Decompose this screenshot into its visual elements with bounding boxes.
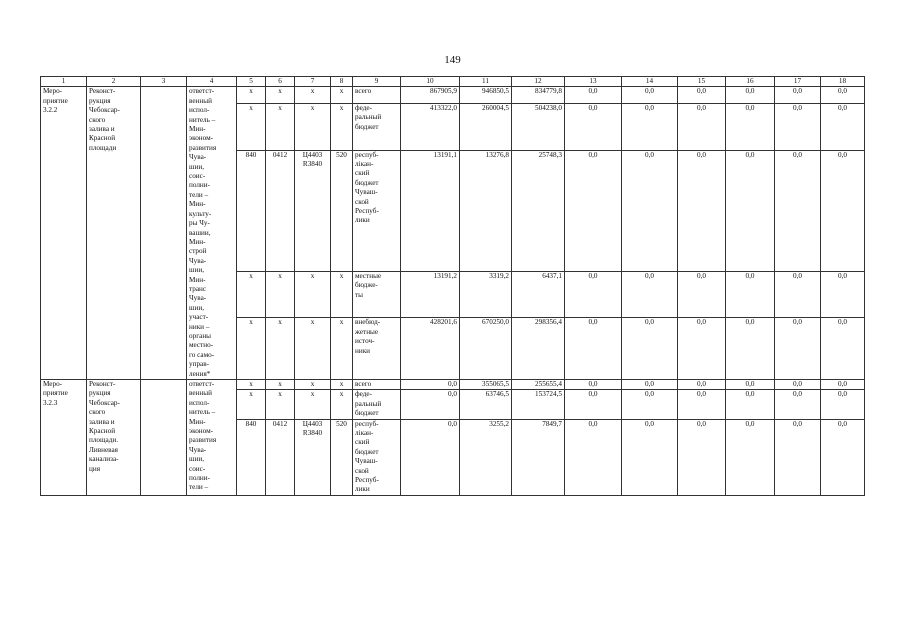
amount-col13: 0,0 [565,87,622,104]
code-target-article: x [295,318,331,380]
column-header: 14 [622,77,678,87]
code-expense-type: x [331,271,353,318]
code-grbs: 840 [237,419,266,495]
code-target-article: x [295,103,331,150]
amount-col16: 0,0 [726,87,775,104]
amount-col13: 0,0 [565,390,622,419]
code-expense-type: x [331,380,353,390]
amount-col11: 13276,8 [460,150,512,271]
column-header: 2 [87,77,141,87]
amount-col17: 0,0 [775,271,821,318]
code-section: x [266,271,295,318]
measure-number: Меро- приятие 3.2.2 [41,87,87,380]
amount-col12: 834779,8 [512,87,565,104]
amount-col10: 0,0 [401,380,460,390]
funding-source: феде- ральный бюджет [353,103,401,150]
code-grbs: x [237,390,266,419]
amount-col15: 0,0 [678,318,726,380]
amount-col11: 670250,0 [460,318,512,380]
amount-col10: 13191,2 [401,271,460,318]
code-section: 0412 [266,150,295,271]
code-section: 0412 [266,419,295,495]
amount-col11: 260004,5 [460,103,512,150]
funding-source: всего [353,380,401,390]
column-header: 6 [266,77,295,87]
amount-col14: 0,0 [622,271,678,318]
code-expense-type: x [331,390,353,419]
amount-col10: 0,0 [401,390,460,419]
amount-col14: 0,0 [622,318,678,380]
amount-col12: 298356,4 [512,318,565,380]
empty-cell [141,87,187,380]
code-expense-type: 520 [331,150,353,271]
column-header: 13 [565,77,622,87]
table-row [41,87,865,104]
amount-col15: 0,0 [678,380,726,390]
amount-col12: 153724,5 [512,390,565,419]
amount-col14: 0,0 [622,87,678,104]
code-expense-type: x [331,87,353,104]
amount-col13: 0,0 [565,271,622,318]
amount-col16: 0,0 [726,380,775,390]
amount-col17: 0,0 [775,380,821,390]
table-row [41,380,865,390]
amount-col15: 0,0 [678,87,726,104]
amount-col18: 0,0 [821,87,865,104]
amount-col14: 0,0 [622,390,678,419]
responsible-executors: ответст- венный испол- нитель – Мин- эконом- развития Чува- шии, соис- полни- тели – Мин- культу- ры Чу- вашии, Мин- строй Чува- шии, Мин- транс Чува- шии, участ- ники – органы местно- го само- управ- ления* [187,87,237,380]
amount-col11: 3255,2 [460,419,512,495]
column-header: 12 [512,77,565,87]
amount-col17: 0,0 [775,103,821,150]
amount-col15: 0,0 [678,103,726,150]
amount-col15: 0,0 [678,390,726,419]
amount-col16: 0,0 [726,103,775,150]
amount-col11: 946850,5 [460,87,512,104]
amount-col13: 0,0 [565,103,622,150]
measure-title: Реконст- рукция Чебоксар- ского залива и Красной площади [87,87,141,380]
column-header: 4 [187,77,237,87]
code-section: x [266,318,295,380]
amount-col12: 255655,4 [512,380,565,390]
amount-col18: 0,0 [821,103,865,150]
amount-col18: 0,0 [821,390,865,419]
amount-col10: 413322,0 [401,103,460,150]
code-expense-type: x [331,103,353,150]
amount-col15: 0,0 [678,271,726,318]
amount-col13: 0,0 [565,318,622,380]
measure-number: Меро- приятие 3.2.3 [41,380,87,496]
amount-col16: 0,0 [726,318,775,380]
amount-col18: 0,0 [821,150,865,271]
code-section: x [266,87,295,104]
amount-col17: 0,0 [775,318,821,380]
amount-col13: 0,0 [565,150,622,271]
code-target-article: x [295,380,331,390]
amount-col10: 13191,1 [401,150,460,271]
funding-source: респуб- лікан- ский бюджет Чуваш- ской Респуб- лики [353,150,401,271]
code-grbs: x [237,271,266,318]
column-header: 3 [141,77,187,87]
code-target-article: Ц4403 R3840 [295,150,331,271]
page-number: 149 [444,54,461,66]
column-header: 11 [460,77,512,87]
amount-col12: 504238,0 [512,103,565,150]
amount-col15: 0,0 [678,150,726,271]
code-grbs: 840 [237,150,266,271]
amount-col17: 0,0 [775,150,821,271]
budget-table [40,76,865,496]
empty-cell [141,380,187,496]
amount-col15: 0,0 [678,419,726,495]
funding-source: феде- ральный бюджет [353,390,401,419]
amount-col11: 63746,5 [460,390,512,419]
column-number-row [41,77,865,87]
column-header: 18 [821,77,865,87]
amount-col17: 0,0 [775,87,821,104]
amount-col12: 6437,1 [512,271,565,318]
column-header: 16 [726,77,775,87]
code-expense-type: x [331,318,353,380]
amount-col18: 0,0 [821,419,865,495]
amount-col11: 355065,5 [460,380,512,390]
column-header: 9 [353,77,401,87]
code-section: x [266,380,295,390]
amount-col14: 0,0 [622,150,678,271]
amount-col13: 0,0 [565,380,622,390]
amount-col10: 428201,6 [401,318,460,380]
amount-col10: 0,0 [401,419,460,495]
amount-col13: 0,0 [565,419,622,495]
funding-source: внебюд- жетные источ- ники [353,318,401,380]
amount-col11: 3319,2 [460,271,512,318]
code-target-article: x [295,87,331,104]
code-section: x [266,103,295,150]
code-target-article: x [295,271,331,318]
amount-col16: 0,0 [726,419,775,495]
code-grbs: x [237,318,266,380]
code-grbs: x [237,380,266,390]
amount-col17: 0,0 [775,390,821,419]
code-section: x [266,390,295,419]
amount-col12: 25748,3 [512,150,565,271]
column-header: 1 [41,77,87,87]
amount-col16: 0,0 [726,150,775,271]
column-header: 5 [237,77,266,87]
amount-col18: 0,0 [821,380,865,390]
code-grbs: x [237,103,266,150]
funding-source: всего [353,87,401,104]
column-header: 8 [331,77,353,87]
measure-title: Реконст- рукция Чебоксар- ского залива и Красной площади. Ливневая канализа- ция [87,380,141,496]
column-header: 7 [295,77,331,87]
column-header: 17 [775,77,821,87]
code-expense-type: 520 [331,419,353,495]
code-target-article: Ц4403 R3840 [295,419,331,495]
funding-source: местные бюдже- ты [353,271,401,318]
funding-source: респуб- лікан- ский бюджет Чуваш- ской Респуб- лики [353,419,401,495]
code-grbs: x [237,87,266,104]
amount-col14: 0,0 [622,103,678,150]
amount-col18: 0,0 [821,318,865,380]
amount-col18: 0,0 [821,271,865,318]
column-header: 10 [401,77,460,87]
column-header: 15 [678,77,726,87]
responsible-executors: ответст- венный испол- нитель – Мин- эконом- развития Чува- шии, соис- полни- тели – [187,380,237,496]
amount-col16: 0,0 [726,390,775,419]
amount-col14: 0,0 [622,380,678,390]
amount-col17: 0,0 [775,419,821,495]
amount-col16: 0,0 [726,271,775,318]
code-target-article: x [295,390,331,419]
amount-col14: 0,0 [622,419,678,495]
amount-col10: 867905,9 [401,87,460,104]
amount-col12: 7849,7 [512,419,565,495]
